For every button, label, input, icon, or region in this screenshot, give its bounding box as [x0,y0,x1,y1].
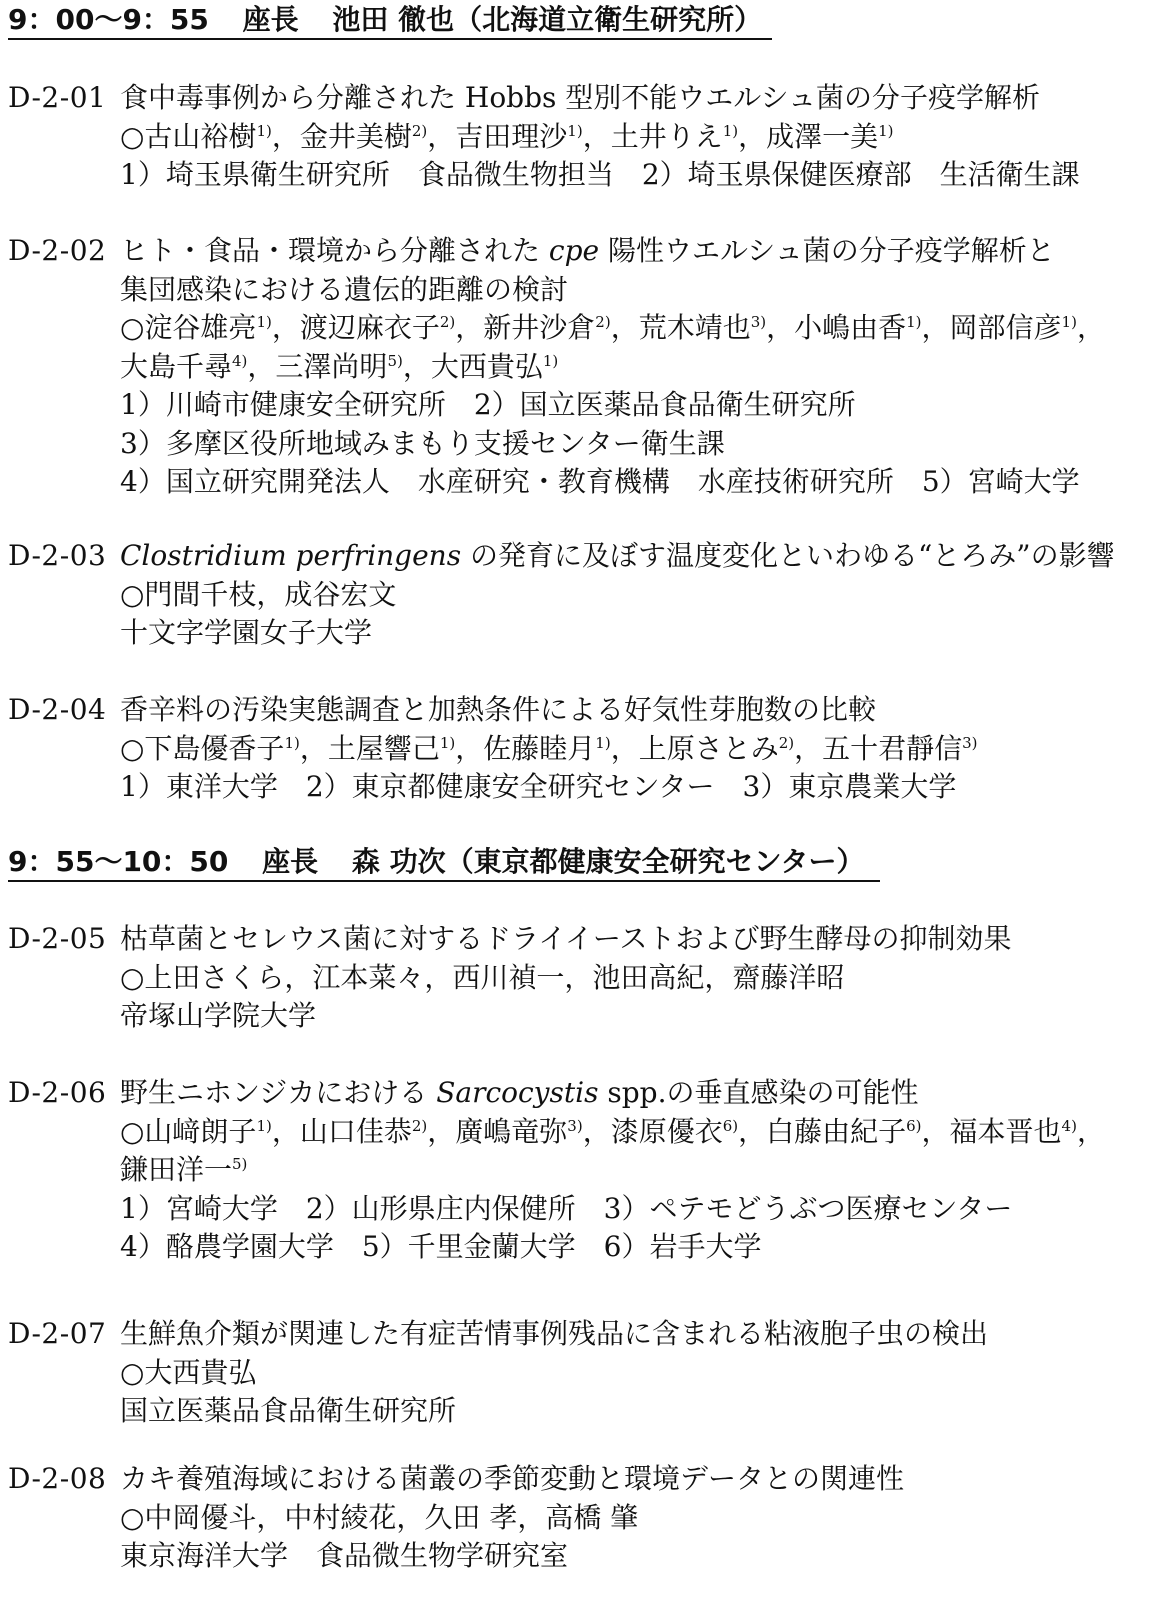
entry-title-text: spp.の垂直感染の可能性 [598,1076,919,1109]
author-text: ，新井沙倉 [455,311,596,344]
author-text: ，五十君靜信 [794,731,963,765]
author-text: ，土屋響己 [299,731,440,765]
entry-authors-line [120,1355,256,1391]
author-text: ○門間千枝，成谷宏文 [120,577,397,611]
author-text: ，吉田理沙 [427,119,568,153]
affiliation-marker: 2) [411,1116,428,1135]
author-text: ，渡辺麻衣子 [271,311,440,344]
entry-title-text: 枯草菌とセレウス菌に対するドライイーストおよび野生酵母の抑制効果 [120,922,1012,955]
entry-id: D-2-07 [8,1317,107,1350]
entry-title-line [120,80,1040,116]
author-text: ，山口佳恭 [271,1114,412,1148]
entry-id: D-2-02 [8,234,107,267]
entry-affiliation-line: 4）国立研究開発法人 水産研究・教育機構 水産技術研究所 5）宮崎大学 [120,465,1080,498]
entry-affiliation-line: 1）宮崎大学 2）山形県庄内保健所 3）ペテモどうぶつ医療センター [120,1191,1013,1225]
entry-affiliation-line: 東京海洋大学 食品微生物学研究室 [120,1539,569,1572]
session-header-2 [8,844,865,880]
affiliation-marker: 1) [256,121,272,140]
affiliation-marker: 1) [439,733,456,752]
entry-authors-line [120,731,978,767]
entry-authors-line [120,960,844,996]
entry-affiliation-line: 帝塚山学院大学 [120,999,317,1032]
affiliation-marker: 3) [567,1116,583,1135]
entry-title-text: 陽性ウエルシュ菌の分子疫学解析と [599,234,1055,267]
author-text: ○上田さくら，江本菜々，西川禎一，池田高紀，齋藤洋昭 [120,960,845,994]
entry-title-text: の発育に及ぼす温度変化といわゆる“とろみ”の影響 [461,539,1115,572]
entry-title-line [120,921,1012,957]
session-time: 9：00〜9：55 [8,3,209,36]
session-underline [8,880,880,882]
session-chair: 森 功次（東京都健康安全研究センター） [351,845,865,878]
affiliation-marker: 6) [906,1116,922,1135]
affiliation-marker: 1) [256,1116,272,1135]
entry-title-line [120,272,568,308]
author-text: ，漆原優衣 [582,1114,723,1148]
affiliation-marker: 1) [1061,313,1077,331]
author-text: ○淀谷雄亮 [120,311,257,344]
affiliation-marker: 1) [906,313,922,331]
author-text: ，荒木靖也 [610,311,751,344]
entry-authors-line [120,1152,247,1188]
author-text: ， [1076,311,1105,344]
entry-authors-line [120,119,894,155]
affiliation-marker: 1) [284,733,300,752]
affiliation-marker: 2) [595,313,611,331]
author-text: ，金井美樹 [271,119,412,153]
affiliation-marker: 5) [232,1155,248,1173]
affiliation-marker: 1) [567,121,583,140]
session-chair-label: 座長 [262,845,319,878]
author-text: ，土井りえ [582,119,723,153]
author-text: 大島千尋 [120,349,233,383]
entry-title-text: ヒト・食品・環境から分離された [120,234,549,267]
author-text: ，岡部信彦 [921,311,1062,344]
affiliation-marker: 1) [722,121,739,140]
session-chair: 池田 徹也（北海道立衛生研究所） [332,3,763,36]
affiliation-marker: 2) [778,733,795,752]
entry-affiliation-line: 1）川崎市健康安全研究所 2）国立医薬品食品衛生研究所 [120,388,856,421]
entry-affiliation-line: 十文字学園女子大学 [120,616,373,649]
affiliation-marker: 1) [878,121,894,140]
entry-authors-line [120,310,1105,346]
entry-authors-line [120,577,396,613]
entry-title-text: カキ養殖海域における菌叢の季節変動と環境データとの関連性 [120,1462,905,1495]
author-text: ，福本晋也 [921,1114,1062,1148]
entry-title-line [120,1461,904,1497]
entry-affiliation-line: 3）多摩区役所地域みまもり支援センター衛生課 [120,426,725,460]
author-text: 鎌田洋一 [120,1153,233,1186]
entry-affiliation-line: 4）酪農学園大学 5）千里金蘭大学 6）岩手大学 [120,1230,762,1263]
session-header-1 [8,2,762,38]
session-chair-label: 座長 [242,3,299,36]
entry-title-line [120,1316,988,1352]
entry-title-line [120,1075,918,1111]
author-text: ○山﨑朗子 [120,1114,257,1148]
affiliation-marker: 1) [256,313,272,331]
entry-affiliation-line: 1）東洋大学 2）東京都健康安全研究センター 3）東京農業大学 [120,770,957,803]
author-text: ○下島優香子 [120,731,285,765]
species-name: Clostridium perfringens [120,539,462,572]
entry-title-text: 食中毒事例から分離された Hobbs 型別不能ウエルシュ菌の分子疫学解析 [120,81,1041,114]
entry-id: D-2-04 [8,693,107,726]
entry-authors-line [120,1500,638,1536]
entry-title-text: 生鮮魚介類が関連した有症苦情事例残品に含まれる粘液胞子虫の検出 [120,1317,989,1350]
entry-title-line [120,692,876,728]
species-name: cpe [548,234,600,267]
author-text: ，大西貴弘 [402,349,543,383]
author-text: ，上原さとみ [610,731,779,765]
affiliation-marker: 6) [722,1116,739,1135]
species-name: Sarcocystis [436,1076,599,1109]
entry-title-text: 野生ニホンジカにおける [120,1076,437,1109]
affiliation-marker: 2) [439,313,456,331]
entry-title-text: 香辛料の汚染実態調査と加熱条件による好気性芽胞数の比較 [120,693,877,726]
entry-affiliation-line: 1）埼玉県衛生研究所 食品微生物担当 2）埼玉県保健医療部 生活衛生課 [120,158,1080,191]
author-text: ○古山裕樹 [120,119,257,153]
author-text: ○中岡優斗，中村綾花，久田 孝，高橋 肇 [120,1500,639,1534]
entry-id: D-2-06 [8,1076,107,1109]
author-text: ，三澤尚明 [247,349,388,383]
affiliation-marker: 5) [387,351,403,370]
author-text: ，白藤由紀子 [738,1114,907,1148]
author-text: ，小嶋由香 [766,311,907,344]
entry-id: D-2-03 [8,539,107,572]
affiliation-marker: 3) [962,733,978,752]
affiliation-marker: 4) [232,351,248,370]
entry-title-line [120,538,1115,574]
affiliation-marker: 2) [411,121,428,140]
author-text: ○大西貴弘 [120,1355,257,1389]
affiliation-marker: 1) [595,733,611,752]
affiliation-marker: 4) [1061,1116,1077,1135]
entry-id: D-2-05 [8,922,107,955]
entry-id: D-2-08 [8,1462,107,1495]
entry-affiliation-line: 国立医薬品食品衛生研究所 [120,1394,457,1427]
session-time: 9：55〜10：50 [8,845,229,878]
author-text: ， [1076,1114,1105,1148]
entry-id: D-2-01 [8,81,107,114]
affiliation-marker: 1) [542,351,559,370]
author-text: ，廣嶋竜弥 [427,1114,568,1148]
entry-authors-line [120,349,558,385]
author-text: ，成澤一美 [738,119,879,153]
affiliation-marker: 3) [750,313,767,331]
entry-title-line [120,233,1055,269]
entry-authors-line [120,1114,1105,1150]
entry-title-text: 集団感染における遺伝的距離の検討 [120,272,569,306]
author-text: ，佐藤睦月 [455,731,596,765]
session-underline [8,38,772,40]
